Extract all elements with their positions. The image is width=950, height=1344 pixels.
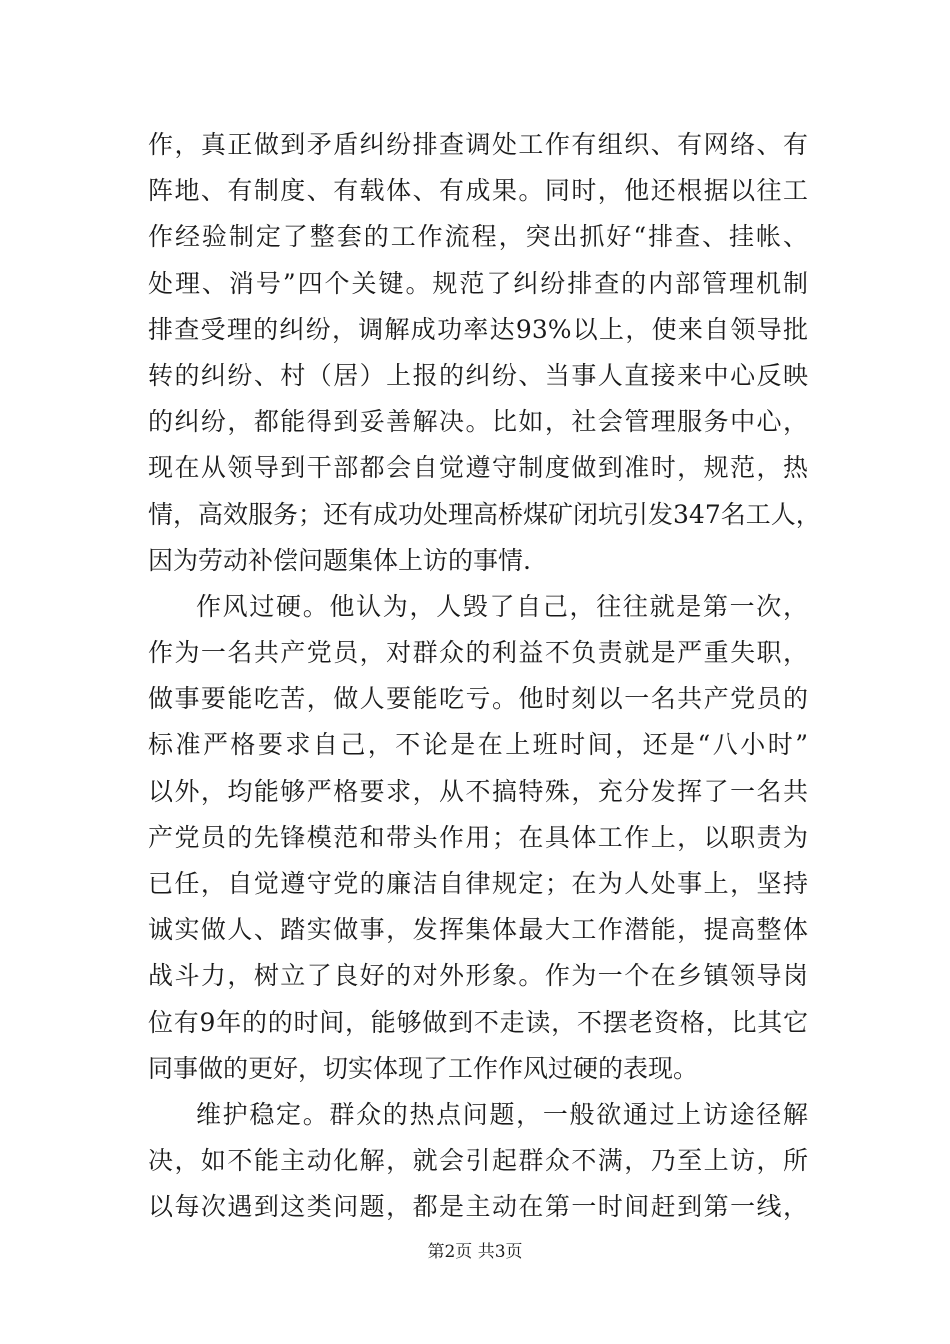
text-line: 情，高效服务；还有成功处理高桥煤矿闭坑引发347名工人， <box>148 499 821 529</box>
paragraph-first-line: 维护稳定。群众的热点问题，一般欲通过上访途径解 <box>196 1099 808 1129</box>
text-line: 转的纠纷、村（居）上报的纠纷、当事人直接来中心反映 <box>148 360 808 390</box>
text-line: 已任，自觉遵守党的廉洁自律规定；在为人处事上，坚持 <box>148 869 808 898</box>
text-line: 的纠纷，都能得到妥善解决。比如，社会管理服务中心， <box>148 407 808 437</box>
text-line: 阵地、有制度、有载体、有成果。同时，他还根据以往工 <box>148 176 808 206</box>
text-line: 作，真正做到矛盾纠纷排查调处工作有组织、有网络、有 <box>148 130 808 159</box>
text-line: 作经验制定了整套的工作流程，突出抓好“排查、挂帐、 <box>148 222 808 252</box>
page-number-footer: 第2页 共3页 <box>427 1242 523 1262</box>
text-line: 排查受理的纠纷，调解成功率达93%以上，使来自领导批 <box>148 314 808 344</box>
text-line: 战斗力，树立了良好的对外形象。作为一个在乡镇领导岗 <box>148 961 808 991</box>
text-line: 标准严格要求自己，不论是在上班时间，还是“八小时” <box>148 730 808 760</box>
text-line: 作为一名共产党员，对群众的利益不负责就是严重失职， <box>148 638 808 668</box>
text-line: 以外，均能够严格要求，从不搞特殊，充分发挥了一名共 <box>148 776 808 806</box>
text-line: 处理、消号”四个关键。规范了纠纷排查的内部管理机制 <box>148 268 808 298</box>
paragraph-first-line: 作风过硬。他认为，人毁了自己，往往就是第一次， <box>196 591 808 621</box>
text-line: 决，如不能主动化解，就会引起群众不满，乃至上访，所 <box>148 1146 808 1176</box>
text-line: 现在从领导到干部都会自觉遵守制度做到准时，规范，热 <box>148 453 808 483</box>
text-line: 做事要能吃苦，做人要能吃亏。他时刻以一名共产党员的 <box>148 684 808 714</box>
text-line: 诚实做人、踏实做事，发挥集体最大工作潜能，提高整体 <box>148 915 808 945</box>
text-line: 以每次遇到这类问题，都是主动在第一时间赶到第一线， <box>148 1192 808 1222</box>
text-line: 位有9年的的时间，能够做到不走读，不摆老资格，比其它 <box>148 1007 808 1037</box>
text-line: 因为劳动补偿问题集体上访的事情. <box>148 545 531 575</box>
body-text <box>148 122 821 1231</box>
text-line: 同事做的更好，切实体现了工作作风过硬的表现。 <box>148 1053 699 1083</box>
text-line: 产党员的先锋模范和带头作用；在具体工作上，以职责为 <box>148 822 808 852</box>
